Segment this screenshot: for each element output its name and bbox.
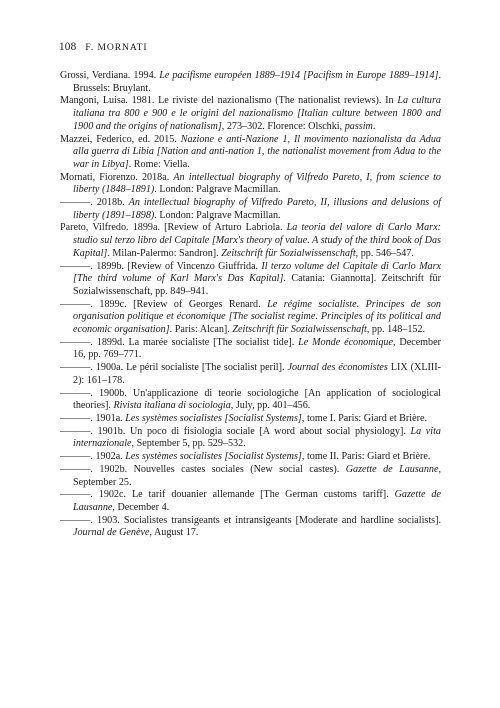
reference-text: ———. 1899d. La marée socialiste [The socialist tide]. xyxy=(60,336,299,348)
reference-title: Gazette de Lausanne xyxy=(73,489,441,513)
reference-text: Mangoni, Luisa. 1981. Le riviste del nazionalismo (The nationalist reviews). In xyxy=(60,95,398,107)
reference-text: , tome II. Paris: Giard et Brière. xyxy=(301,451,431,463)
reference-title: Nazione e anti-Nazione 1, Il movimento nazionalista da Adua alla guerra di Libia [Nation and anti-nation 1, the nationalist movement from Adua to the war in Libya] xyxy=(73,133,441,170)
reference-entry xyxy=(60,337,441,362)
reference-text: , 273–302. Florence: Olschki, xyxy=(221,120,345,132)
reference-text: . Paris: Alcan]. xyxy=(169,324,233,336)
reference-title: La cultura italiana tra 800 e 900 e le origini del nazionalismo [Italian culture between 1800 and 1900 and the origins of nationalism] xyxy=(73,95,441,132)
reference-title: Journal de Genève xyxy=(73,527,150,539)
reference-title: Gazette de Lausanne xyxy=(345,463,439,475)
reference-title: La teoria del valore di Carlo Marx: studio sul terzo libro del Capitale [Marx's theory of value. A study of the third book of Das Kapital] xyxy=(73,222,441,259)
reference-text: , September 5, pp. 529–532. xyxy=(131,438,246,450)
reference-title: Journal des économistes xyxy=(287,362,388,374)
reference-entry xyxy=(60,489,441,514)
reference-entry xyxy=(60,134,441,172)
reference-text: Mazzei, Federico, ed. 2015. xyxy=(60,133,181,145)
reference-title: Zeitschrift für Sozialwissenschaft xyxy=(221,247,356,259)
reference-text: , July, pp. 401–456. xyxy=(230,400,311,412)
reference-text: ———. 1899b. [Review of Vincenzo Giuffrida. xyxy=(60,260,262,272)
reference-text: , pp. 546–547. xyxy=(355,247,414,259)
reference-list xyxy=(60,70,441,540)
reference-title: Le pacifisme européen 1889–1914 [Pacifism in Europe 1889–1914] xyxy=(159,70,439,81)
reference-text: , tome I. Paris: Giard et Brière. xyxy=(301,412,427,424)
running-head-author: F. MORNATI xyxy=(85,42,148,53)
reference-title: passim xyxy=(344,120,373,132)
reference-text: ———. 2018b. xyxy=(60,197,129,209)
reference-entry xyxy=(60,388,441,413)
reference-text: Mornati, Fiorenzo. 2018a. xyxy=(60,171,174,183)
reference-entry xyxy=(60,451,441,464)
reference-title: Les systèmes socialistes [Socialist Systems] xyxy=(125,451,302,463)
reference-title: Rivista italiana di sociologia xyxy=(113,400,231,412)
reference-title: An intellectual biography of Vilfredo Pareto, II, illusions and delusions of liberty (1891–1898) xyxy=(73,197,442,221)
running-head xyxy=(59,41,147,53)
reference-text: Grossi, Verdiana. 1994. xyxy=(60,70,160,81)
reference-entry xyxy=(60,413,441,426)
reference-entry xyxy=(60,515,441,540)
reference-entry xyxy=(60,95,441,133)
page-number: 108 xyxy=(59,41,77,53)
reference-text: . Rome: Viella. xyxy=(128,158,190,170)
reference-title: La vita internazionale xyxy=(73,425,441,450)
reference-text: , December 4. xyxy=(112,501,170,513)
reference-text: ———. 1901a. xyxy=(60,412,126,424)
reference-text: , December 16, pp. 769–771. xyxy=(73,336,441,361)
reference-text: LIX (XLIII-2): 161–178. xyxy=(73,362,441,386)
reference-text: . London: Palgrave Macmillan. xyxy=(154,209,281,221)
reference-title: Zeitschrift für Sozialwissenschaft xyxy=(232,324,367,336)
reference-text: ———. 1900a. Le péril socialiste [The socialist peril]. xyxy=(60,362,288,374)
reference-title: An intellectual biography of Vilfredo Pareto, I, from science to liberty (1848–1891) xyxy=(73,171,441,196)
reference-text: . Catania: Giannotta]. Zeitschrift für Sozialwissenschaft, pp. 849–941. xyxy=(73,273,441,297)
reference-text: ———. 1899c. [Review of Georges Renard. xyxy=(60,298,268,310)
reference-text: , pp. 148–152. xyxy=(366,324,426,336)
reference-text: . xyxy=(372,120,376,132)
reference-entry xyxy=(60,261,441,299)
reference-text: . Brussels: Bruylant. xyxy=(73,70,441,94)
reference-text: Pareto, Vilfredo. 1899a. [Review of Arturo Labriola. xyxy=(60,222,287,234)
reference-entry xyxy=(60,362,441,387)
reference-entry xyxy=(60,197,441,222)
reference-entry xyxy=(60,464,441,489)
reference-text: , August 17. xyxy=(149,527,199,539)
reference-text: ———. 1902b. Nouvelles castes sociales (New social castes). xyxy=(60,463,346,475)
reference-entry xyxy=(60,426,441,451)
reference-text: ———. 1902c. Le tarif douanier allemande [The German customs tariff]. xyxy=(60,489,395,501)
reference-entry xyxy=(60,222,441,260)
reference-entry xyxy=(60,70,441,95)
reference-text: ———. 1900b. Un'applicazione di teorie sociologiche [An application of sociological theories]. xyxy=(60,387,441,412)
reference-text: ———. 1902a. xyxy=(60,451,126,463)
reference-title: Le régime socialiste. Principes de son organisation politique et économique [The socialist regime. Principles of its political and economic organisation] xyxy=(73,298,441,336)
reference-title: Le Monde économique xyxy=(298,336,393,348)
reference-title: Les systèmes socialistes [Socialist Systems] xyxy=(125,412,302,424)
reference-entry xyxy=(60,172,441,197)
reference-text: , September 25. xyxy=(73,463,441,488)
reference-text: ———. 1903. Socialistes transigeants et intransigeants [Moderate and hardline socialists]. xyxy=(60,514,441,526)
reference-text: ———. 1901b. Un poco di fisiologia sociale [A word about social physiology]. xyxy=(60,425,411,437)
reference-title: Il terzo volume del Capitale di Carlo Marx [The third volume of Karl Marx's Das Kapital] xyxy=(73,260,441,285)
reference-text: . London: Palgrave Macmillan. xyxy=(154,184,281,196)
reference-entry xyxy=(60,299,441,337)
reference-text: . Milan-Palermo: Sandron]. xyxy=(107,247,222,259)
